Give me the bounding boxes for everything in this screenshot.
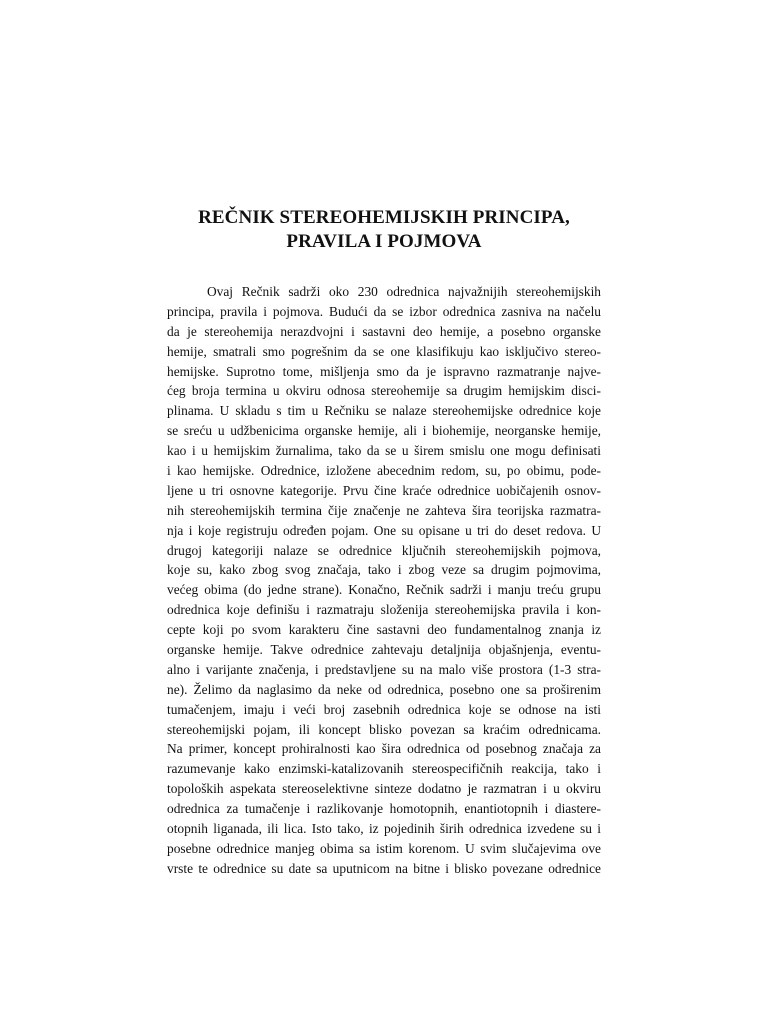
- text-line: drugoj kategoriji nalaze se odrednice ključnih stereohemijskih pojmova,: [167, 542, 601, 558]
- text-line: plinama. U skladu s tim u Rečniku se nalaze stereohemijske odrednice koje: [167, 403, 601, 419]
- text-line: principa, pravila i pojmova. Budući da se izbor odrednica zasniva na načelu: [167, 303, 601, 319]
- document-title: [150, 206, 618, 254]
- text-line: posebne odrednice manjeg obima sa istim korenom. U svim slučajevima ove: [167, 840, 601, 856]
- text-line: koje su, kako zbog svog značaja, tako i zbog veze sa drugim pojmovima,: [167, 562, 601, 578]
- body-paragraph: [167, 282, 601, 879]
- text-line: tumačenjem, imaju i veći broj zasebnih odrednica koje se odnose na isti: [167, 701, 601, 717]
- text-line: vrste te odrednice su date sa uputnicom na bitne i blisko povezane odrednice: [167, 860, 601, 876]
- text-line: alno i varijante značenja, i predstavljene su na malo više prostora (1-3 stra-: [167, 661, 601, 677]
- title-line: PRAVILA I POJMOVA: [286, 231, 482, 252]
- title-line: REČNIK STEREOHEMIJSKIH PRINCIPA,: [198, 207, 570, 228]
- text-line: odrednica za tumačenje i razlikovanje homotopnih, enantiotopnih i diastere-: [167, 801, 601, 817]
- text-line: stereohemijski pojam, ili koncept blisko povezan sa kraćim odrednicama.: [167, 721, 601, 737]
- text-line: hemije, smatrali smo pogrešnim da se one klasifikuju kao isključivo stereo-: [167, 343, 601, 359]
- text-line: nih stereohemijskih termina čije značenje ne zahteva šira teorijska razmatra-: [167, 502, 601, 518]
- text-line: topoloških aspekata stereoselektivne sinteze dodatno je razmatran i u okviru: [167, 781, 601, 797]
- text-line: većeg obima (do jedne strane). Konačno, Rečnik sadrži i manju treću grupu: [167, 582, 601, 598]
- text-line: ljene u tri osnovne kategorije. Prvu čine kraće odrednice uobičajenih osnov-: [167, 482, 601, 498]
- text-line: odrednica koje definišu i razmatraju složenija stereohemijska pravila i kon-: [167, 602, 601, 618]
- text-line: hemijske. Suprotno tome, mišljenja smo da je ispravno razmatranje najve-: [167, 363, 601, 379]
- text-line: i kao hemijske. Odrednice, izložene abecednim redom, su, po obimu, pode-: [167, 463, 601, 479]
- text-line: organske hemije. Takve odrednice zahtevaju detaljnija objašnjenja, eventu-: [167, 642, 601, 658]
- text-line: Ovaj Rečnik sadrži oko 230 odrednica najvažnijih stereohemijskih: [207, 284, 601, 299]
- text-line: kao i u hemijskim žurnalima, tako da se u širem smislu one mogu definisati: [167, 443, 601, 459]
- text-line: se sreću u udžbenicima organske hemije, ali i biohemije, neorganske hemije,: [167, 423, 601, 439]
- text-line: ćeg broja termina u okviru odnosa stereohemije sa drugim hemijskim disci-: [167, 383, 601, 399]
- text-line: cepte koji po svom karakteru čine sastavni deo fundamentalnog znanja iz: [167, 622, 601, 638]
- text-line: razumevanje kako enzimski-katalizovanih stereospecifičnih reakcija, tako i: [167, 761, 601, 777]
- text-line: Na primer, koncept prohiralnosti kao šira odrednica od posebnog značaja za: [167, 741, 601, 757]
- text-line: otopnih liganada, ili lica. Isto tako, iz pojedinih širih odrednica izvedene su i: [167, 821, 601, 837]
- text-line: ne). Želimo da naglasimo da neke od odrednica, posebno one sa proširenim: [167, 681, 601, 697]
- text-line: da je stereohemija nerazdvojni i sastavni deo hemije, a posebno organske: [167, 323, 601, 339]
- text-line: nja i koje registruju određen pojam. One su opisane u tri do deset redova. U: [167, 522, 601, 538]
